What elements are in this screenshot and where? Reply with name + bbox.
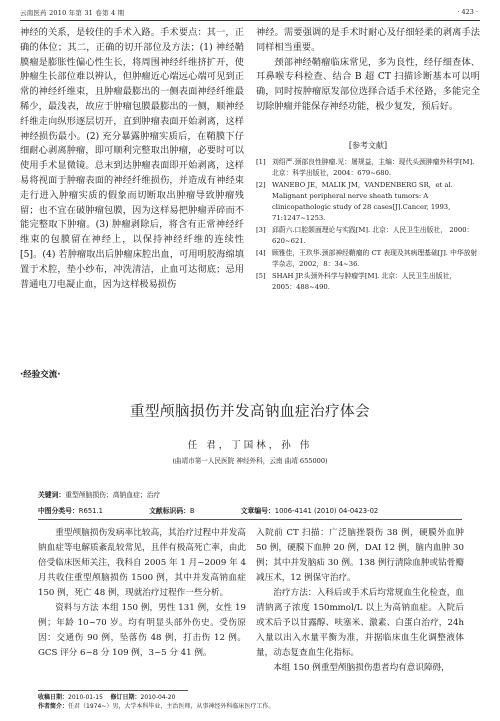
keywords: 关键词：重型颅脑损伤；高钠血症；治疗 bbox=[38, 491, 161, 499]
article-body-left bbox=[38, 526, 246, 661]
article-body-right bbox=[256, 526, 464, 676]
header-rule bbox=[20, 20, 480, 21]
footnote-dates: 收稿日期：2010-01-15 修订日期：2010-04-20 bbox=[38, 694, 176, 701]
paragraph: 神经的关系，是较佳的手术入路。手术要点：其一，正确的体位；其二，正确的切开部位及方法；(1) 神经鞘膜瘤是膨胀性偏心性生长，将周围神经纤维挤扩开，使肿瘤生长部位难以辨认，但肿瘤近心端远心端可见到正常的神经纤维束，且肿瘤最膨出的一侧表面神经纤维最稀少，最浅表，故应于肿瘤包膜最膨出的一侧，顺神经纤维走向纵形逐层切开，直到肿瘤表面开始剥离，这样神经损伤最小。(2) 充分暴露肿瘤实质后，在鞘膜下仔细耐心剥离肿瘤，即可顺利完整取出肿瘤，必要时可以使用手术显微镜。总末到达肿瘤表面即开始剥离，这样易将视面于肿瘤表面的神经纤维损伤，并造成有神经束走行进入肿瘤实质的假象而切断取出肿瘤导致肿瘤残留；也不宜在破肿瘤包膜，因为这样易把肿瘤弄碎而不能完整取下肿瘤。(3) 肿瘤剥除后，将含有正常神经纤维束的包膜留在神经上，以保持神经纤维的连续性[5]。(4) 若肿瘤取出后肿瘤床腔出血，可用明胶海绵填置于术腔，垫小纱布，冲洗清洁，止血可达彻底；忌用普通电刀电凝止血，因为这样极易损伤 bbox=[20, 27, 244, 290]
paragraph: 神经。需要强调的是手术时耐心及仔细轻柔的剥离手法同样相当重要。 bbox=[256, 27, 480, 53]
article-authors: 任 君，丁国林，孙 伟 bbox=[187, 440, 313, 451]
section-label: ·经验交流· bbox=[20, 370, 61, 380]
reference-item: [1] 刘绍严.颈部良性肿瘤.见：屠规益，主编：现代头颈肿瘤外科学[M]. 北京：科学出版社，2004：679~680. bbox=[256, 158, 475, 177]
footnote-author: 作者简介：任君（1974~）男，大学本科毕业，主治医师，从事神经外科临床医疗工作。 bbox=[38, 703, 275, 710]
reference-item: [3] 邱蔚六.口腔颌面理论与实践[M]. 北京：人民卫生出版社， 2000：620~621. bbox=[256, 226, 474, 245]
paragraph: 入院前 CT 扫描：广泛脑挫裂伤 38 例，硬膜外血肿 50 例，硬膜下血肿 20 例，DAI 12 例，脑内血肿 30 例；其中并发脑疝 30 例。138 例行清除血肿或钻骨瓣减压术，12 例保守治疗。 bbox=[256, 528, 464, 583]
left-column-text bbox=[20, 26, 244, 292]
reference-item: [5] SHAH JP.头颈外科学与肿瘤学[M]. 北京：人民卫生出版社，2005：488~490. bbox=[256, 272, 457, 291]
meta-rule bbox=[38, 519, 462, 520]
page-number: · 423 · bbox=[457, 8, 478, 16]
journal-header: 云南医药 2010 年第 31 卷第 4 期 bbox=[20, 9, 125, 17]
references bbox=[256, 140, 480, 294]
footnote bbox=[38, 693, 274, 711]
reference-item: [2] WANEBO JE，MALIK JM，VANDENBERG SR，et al. Malignant peripheral nerve sheath tumors: A clinicopathologic study of 28 cases[J].Cancer, 1993, 71:1247~1253. bbox=[256, 181, 453, 222]
paragraph: 本组 150 例重型颅脑损伤患者均有意识障碍， bbox=[273, 663, 450, 673]
paragraph: 重型颅脑损伤发病率比较高，其治疗过程中并发高钠血症等电解质紊乱较常见，且伴有极高死亡率，由此倍受临床医师关注，我科自 2005 年 1 月~2009 年 4 月共收住重型颅脑损伤 1500 例，其中并发高钠血症 150 例，死亡 48 例，现就治疗过程作一些分析。 bbox=[38, 528, 246, 598]
footnote-rule bbox=[38, 690, 188, 691]
reference-item: [4] 顾雅佳，王玖华.颈部神经鞘瘤的 CT 表现及其病理基础[J]. 中华放射学杂志，2002，8：34~36. bbox=[256, 249, 478, 268]
right-column-text bbox=[256, 26, 480, 115]
paragraph: 治疗方法：入科后或手术后均常规血生化检查，血清钠离子浓度 150mmol/L 以上为高钠血症。入院后或术后予以甘露醇、呋塞米、激素、白蛋白治疗，24h 入量以出入水量平衡为准，并据临床血生化调整液体量，动态复查血生化指标。 bbox=[256, 588, 464, 658]
article-affiliation: (曲靖市第一人民医院 神经外科，云南 曲靖 655000) bbox=[172, 457, 328, 465]
paragraph: 颈部神经鞘瘤临床常见，多为良性，经仔细查体、耳鼻喉专科检查、结合 B 超 CT 扫描诊断基本可以明确，同时按肿瘤原发部位选择合适手术径路，多能完全切除肿瘤并能保存神经功能，极少复发，预后好。 bbox=[256, 56, 480, 112]
classification-line: 中图分类号：R651.1 文献标识码：B 文章编号：1006-4141 (2010) 04-0423-02 bbox=[38, 507, 379, 515]
paragraph: 资料与方法 本组 150 例，男性 131 例，女性 19 例；年龄 10~70 岁。均有明显头部外伤史。受伤原因：交通伤 90 例，坠落伤 48 例，打击伤 12 例。GCS 评分 6~8 分 109 例，3~5 分 41 例。 bbox=[38, 603, 246, 658]
article-title: 重型颅脑损伤并发高钠血症治疗体会 bbox=[130, 404, 370, 420]
references-title: [参考文献] bbox=[348, 141, 388, 150]
